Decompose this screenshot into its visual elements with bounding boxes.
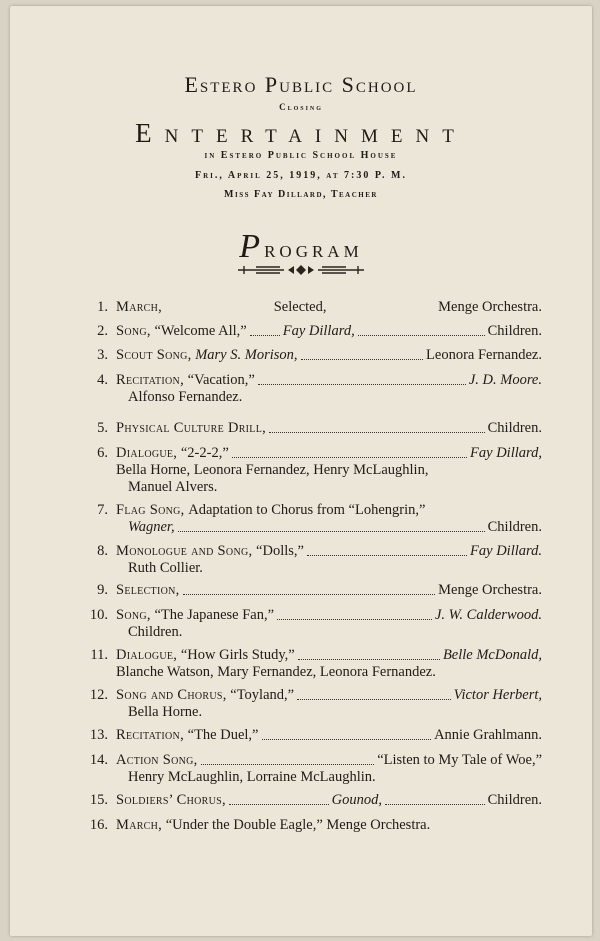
item-author: Fay Dillard, xyxy=(470,445,542,461)
item-number: 1. xyxy=(97,299,108,315)
item-number: 2. xyxy=(97,323,108,339)
item-piece: “Under the Double Eagle,” xyxy=(165,817,323,833)
item-piece: “Vacation,” xyxy=(187,372,255,388)
item-number: 12. xyxy=(89,687,108,703)
item-title: Physical Culture Drill, xyxy=(116,420,267,436)
item-number: 5. xyxy=(97,420,108,436)
item-performers: Blanche Watson, Mary Fernandez, Leonora Fernandez. xyxy=(116,664,436,680)
item-piece: “Toyland,” xyxy=(230,687,295,703)
item-piece: “2-2-2,” xyxy=(180,445,229,461)
item-author: J. D. Moore. xyxy=(468,372,542,388)
item-piece: “Welcome All,” xyxy=(154,323,247,339)
item-piece: Adaptation to Chorus from “Lohengrin,” xyxy=(188,502,426,518)
ornament-divider-icon xyxy=(236,263,366,277)
date-line: Fri., April 25, 1919, at 7:30 P. M. xyxy=(195,170,407,181)
item-title: Song, xyxy=(116,323,151,339)
item-number: 15. xyxy=(89,792,108,808)
item-number: 10. xyxy=(89,607,108,623)
item-author: Victor Herbert, xyxy=(453,687,542,703)
item-number: 13. xyxy=(89,727,108,743)
item-piece: “Dolls,” xyxy=(256,543,304,559)
item-title: Selection, xyxy=(116,582,180,598)
item-number: 3. xyxy=(97,347,108,363)
item-performer: Bella Horne. xyxy=(128,704,203,720)
item-performer: Menge Orchestra. xyxy=(326,817,431,833)
item-author: Belle McDonald, xyxy=(442,647,542,663)
item-author: Wagner, xyxy=(128,519,175,535)
item-number: 6. xyxy=(97,445,108,461)
item-number: 14. xyxy=(89,752,108,768)
item-title: March, xyxy=(116,817,163,833)
item-piece: Selected, xyxy=(273,299,327,315)
item-title: Recitation, xyxy=(116,727,185,743)
program-sheet xyxy=(10,6,592,936)
item-title: Action Song, xyxy=(116,752,198,768)
item-author: Fay Dillard, xyxy=(282,323,355,339)
item-number: 4. xyxy=(97,372,108,388)
teacher-line: Miss Fay Dillard, Teacher xyxy=(224,189,378,200)
entertainment-title: Entertainment xyxy=(135,118,467,148)
venue-line: in Estero Public School House xyxy=(204,150,398,161)
item-author: Fay Dillard. xyxy=(470,543,542,559)
item-piece: “Listen to My Tale of Woe,” xyxy=(377,752,542,768)
program-initial: P xyxy=(239,228,265,265)
item-title: Song and Chorus, xyxy=(116,687,227,703)
item-piece: “How Girls Study,” xyxy=(180,647,295,663)
item-performer: Children. xyxy=(487,420,542,436)
item-number: 16. xyxy=(89,817,108,833)
item-title: Dialogue, xyxy=(116,445,178,461)
item-piece: “The Japanese Fan,” xyxy=(154,607,275,623)
item-title: March, xyxy=(116,299,163,315)
item-number: 7. xyxy=(97,502,108,518)
item-performer: Alfonso Fernandez. xyxy=(128,389,243,405)
program-heading xyxy=(10,228,592,266)
item-performer: Children. xyxy=(128,624,183,640)
item-number: 8. xyxy=(97,543,108,559)
item-title: Flag Song, xyxy=(116,502,185,518)
item-performer: Annie Grahlmann. xyxy=(434,727,542,743)
item-performer: Menge Orchestra. xyxy=(438,299,542,315)
item-author: J. W. Calderwood. xyxy=(434,607,542,623)
item-performers: Henry McLaughlin, Lorraine McLaughlin. xyxy=(128,769,376,785)
item-performer: Menge Orchestra. xyxy=(438,582,542,598)
item-piece: “The Duel,” xyxy=(187,727,259,743)
item-author: Gounod, xyxy=(331,792,382,808)
item-title: Monologue and Song, xyxy=(116,543,253,559)
item-number: 11. xyxy=(90,647,108,663)
item-performer: Leonora Fernandez. xyxy=(426,347,542,363)
item-performer: Ruth Collier. xyxy=(128,560,203,576)
item-performer: Children. xyxy=(487,519,542,535)
item-performer: Children. xyxy=(487,323,542,339)
item-author: Mary S. Morison, xyxy=(195,347,298,363)
item-title: Soldiers’ Chorus, xyxy=(116,792,226,808)
item-title: Song, xyxy=(116,607,151,623)
item-performers: Manuel Alvers. xyxy=(128,479,218,495)
item-title: Dialogue, xyxy=(116,647,178,663)
item-performers: Bella Horne, Leonora Fernandez, Henry McLaughlin, xyxy=(116,462,429,478)
closing-label: Closing xyxy=(279,102,323,112)
item-title: Recitation, xyxy=(116,372,185,388)
school-name: Estero Public School xyxy=(184,72,418,97)
item-performer: Children. xyxy=(487,792,543,808)
item-title: Scout Song, xyxy=(116,347,192,363)
program-rest: rogram xyxy=(264,237,363,263)
item-number: 9. xyxy=(97,582,108,598)
